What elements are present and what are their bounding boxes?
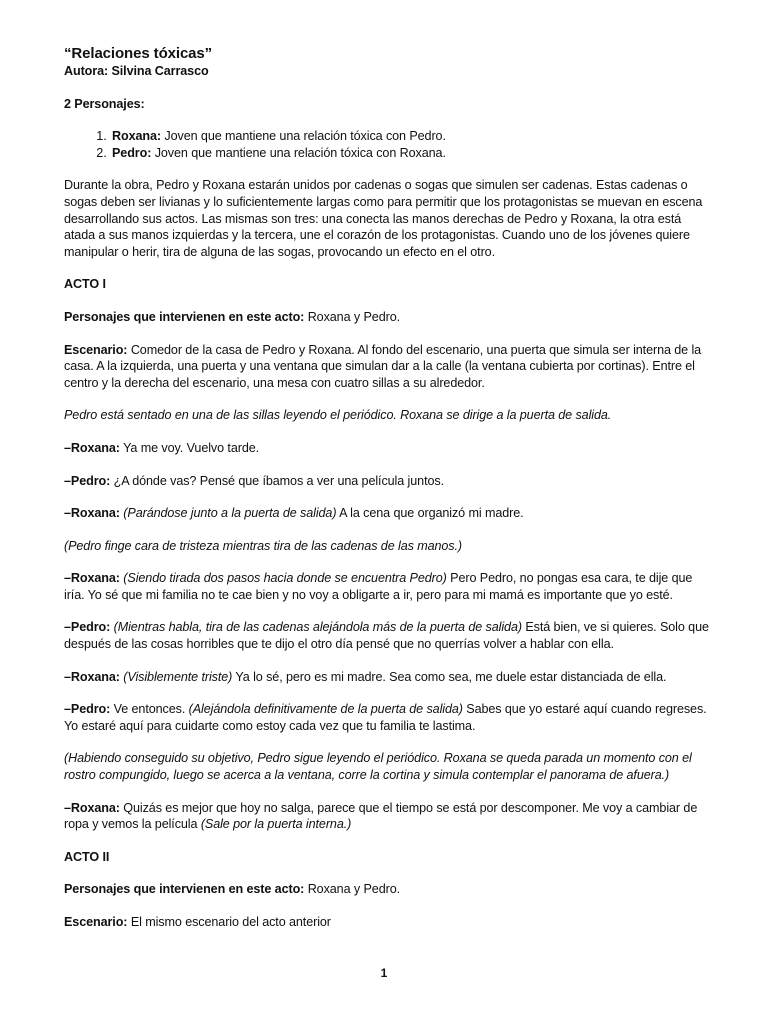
act1-stage: Escenario: Comedor de la casa de Pedro y Roxana. Al fondo del escenario, una puerta que simula ser interna de la casa. A la izquierda, una puerta y una ventana que simulan dar a la calle (la ventana cubierta por cortinas). Entre el centro y la derecha del escenario, una mesa con cuatro sillas a su alrededor. [64, 342, 702, 390]
dialogue-line: –Roxana: Ya me voy. Vuelvo tarde. [64, 440, 260, 455]
dialogue-line: –Roxana: Quizás es mejor que hoy no salga, parece que el tiempo se está por descomponer. Me voy a cambiar de ropa y vemos la película (Sale por la puerta interna.) [64, 800, 698, 832]
play-author: Autora: Silvina Carrasco [64, 64, 209, 78]
dialogue-line: –Roxana: (Siendo tirada dos pasos hacia donde se encuentra Pedro) Pero Pedro, no pongas esa cara, te dije que iría. Yo sé que mi familia no te cae bien y no voy a obligarte a ir, pero para mi mamá es importante que yo esté. [64, 571, 693, 602]
characters-list [64, 128, 714, 161]
dialogue-line: –Pedro: Ve entonces. (Alejándola definitivamente de la puerta de salida) Sabes que yo estaré aquí cuando regreses. Yo estaré aquí para cuidarte como estoy cada vez que tu familia te lastima. [64, 702, 707, 733]
act2-cast: Personajes que intervienen en este acto: Roxana y Pedro. [64, 882, 400, 897]
stage-direction: Pedro está sentado en una de las sillas leyendo el periódico. Roxana se dirige a la puerta de salida. [64, 408, 612, 423]
act2-heading: ACTO II [64, 849, 110, 864]
dialogue-line: –Roxana: (Visiblemente triste) Ya lo sé, pero es mi madre. Sea como sea, me duele estar distanciada de ella. [64, 669, 667, 684]
stage-direction: (Habiendo conseguido su objetivo, Pedro sigue leyendo el periódico. Roxana se queda parada un momento con el rostro compungido, luego se acerca a la ventana, corre la cortina y simula contemplar el panorama de afuera.) [64, 751, 692, 783]
page-number: 1 [380, 966, 388, 980]
character-item: 1. Roxana: Joven que mantiene una relación tóxica con Pedro. [110, 128, 714, 145]
act1-cast: Personajes que intervienen en este acto: Roxana y Pedro. [64, 309, 400, 324]
document-page [64, 44, 714, 931]
act2-stage: Escenario: El mismo escenario del acto anterior [64, 915, 331, 929]
play-title: “Relaciones tóxicas” [64, 45, 213, 62]
dialogue-line: –Pedro: (Mientras habla, tira de las cadenas alejándola más de la puerta de salida) Está bien, ve si quieres. Solo que después de las cosas horribles que te dijo el otro día pensé que no querrías volver a hablar con ella. [64, 620, 709, 652]
intro-paragraph: Durante la obra, Pedro y Roxana estarán unidos por cadenas o sogas que simulen ser cadenas. Estas cadenas o sogas deben ser livianas y lo suficientemente largas como para permitir que los protagonistas se muevan en escena desarrollando sus actos. Las mismas son tres: una conecta las manos derechas de Pedro y Roxana, la otra está atada a sus manos izquierdas y la tercera, une el corazón de los protagonistas. Cuando uno de los jóvenes quiere manipular o herir, tira de alguna de las sogas, provocando un efecto en el otro. [64, 178, 703, 259]
dialogue-line: –Pedro: ¿A dónde vas? Pensé que íbamos a ver una película juntos. [64, 473, 444, 488]
characters-heading: 2 Personajes: [64, 96, 145, 111]
act1-heading: ACTO I [64, 277, 106, 292]
character-item: 2. Pedro: Joven que mantiene una relación tóxica con Roxana. [110, 145, 714, 162]
stage-direction: (Pedro finge cara de tristeza mientras tira de las cadenas de las manos.) [64, 538, 463, 553]
dialogue-line: –Roxana: (Parándose junto a la puerta de salida) A la cena que organizó mi madre. [64, 506, 524, 521]
